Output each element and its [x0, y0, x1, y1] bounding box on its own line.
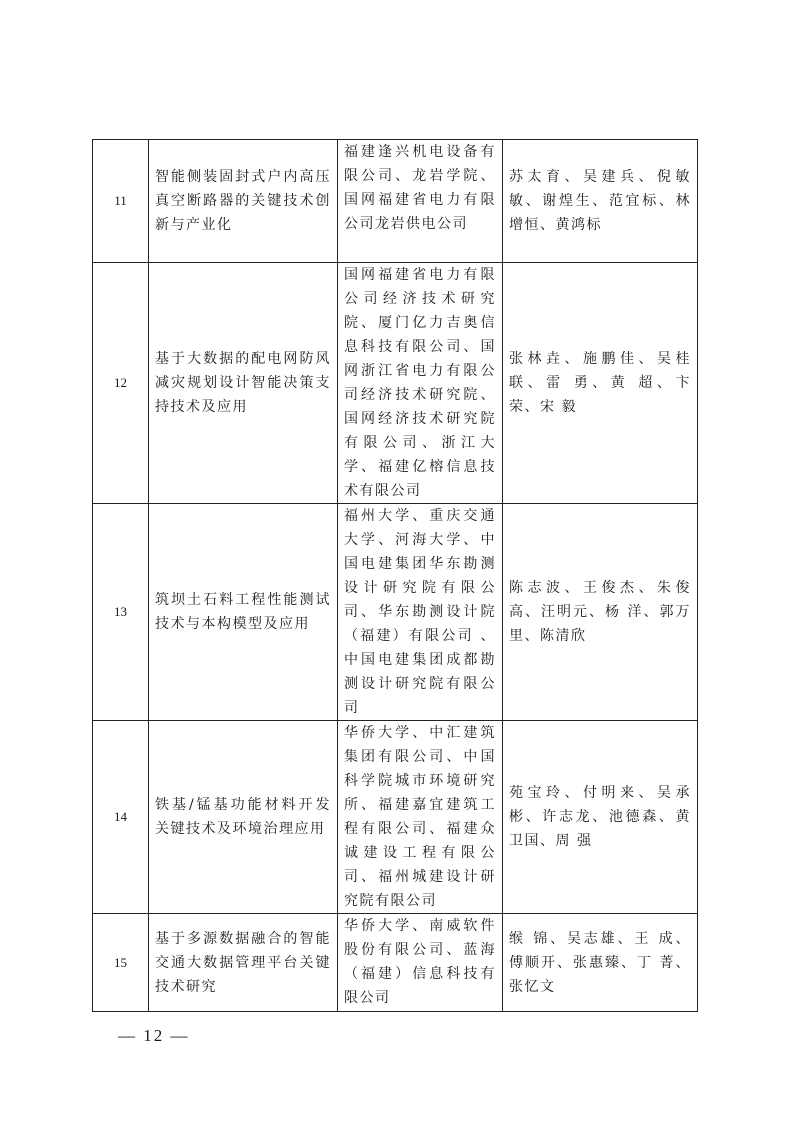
organizations: 福州大学、重庆交通大学、河海大学、中国电建集团华东勘测设计研究院有限公司、华东勘测设计院（福建）有限公司 、中国电建集团成都勘测设计研究院有限公司	[338, 504, 503, 721]
contributors: 陈志波、王俊杰、朱俊高、汪明元、杨 洋、郭万里、陈清欣	[503, 504, 698, 721]
table-row	[93, 140, 698, 263]
table-row	[93, 263, 698, 504]
contributors: 苑宝玲、付明来、吴承彬、许志龙、池德森、黄卫国、周 强	[503, 721, 698, 914]
table-row	[93, 504, 698, 721]
organizations: 福建逢兴机电设备有限公司、龙岩学院、国网福建省电力有限公司龙岩供电公司	[338, 140, 503, 263]
organizations: 华侨大学、中汇建筑集团有限公司、中国科学院城市环境研究所、福建嘉宜建筑工程有限公司、福建众诚建设工程有限公司、福州城建设计研究院有限公司	[338, 721, 503, 914]
organizations: 华侨大学、南威软件股份有限公司、蓝海（福建）信息科技有限公司	[338, 914, 503, 1012]
row-number: 12	[93, 263, 149, 504]
table-row	[93, 914, 698, 1012]
contributors: 张林垚、施鹏佳、吴桂联、雷 勇、黄 超、卞 荣、宋 毅	[503, 263, 698, 504]
project-title: 基于大数据的配电网防风减灾规划设计智能决策支持技术及应用	[149, 263, 338, 504]
contributors: 苏太育、吴建兵、倪敏敏、谢煌生、范宜标、林增恒、黄鸿标	[503, 140, 698, 263]
contributors: 缑 锦、吴志雄、王 成、傅顺开、张惠臻、丁 菁、张忆文	[503, 914, 698, 1012]
row-number: 14	[93, 721, 149, 914]
row-number: 13	[93, 504, 149, 721]
project-title: 铁基/锰基功能材料开发关键技术及环境治理应用	[149, 721, 338, 914]
row-number: 11	[93, 140, 149, 263]
award-table	[92, 139, 698, 1012]
table-row	[93, 721, 698, 914]
row-number: 15	[93, 914, 149, 1012]
organizations: 国网福建省电力有限公司经济技术研究院、厦门亿力吉奥信息科技有限公司、国网浙江省电力有限公司经济技术研究院、国网经济技术研究院有限公司、浙江大学、福建亿榕信息技术有限公司	[338, 263, 503, 504]
page-number: — 12 —	[118, 1026, 190, 1045]
project-title: 智能侧装固封式户内高压真空断路器的关键技术创新与产业化	[149, 140, 338, 263]
project-title: 基于多源数据融合的智能交通大数据管理平台关键技术研究	[149, 914, 338, 1012]
project-title: 筑坝土石料工程性能测试技术与本构模型及应用	[149, 504, 338, 721]
